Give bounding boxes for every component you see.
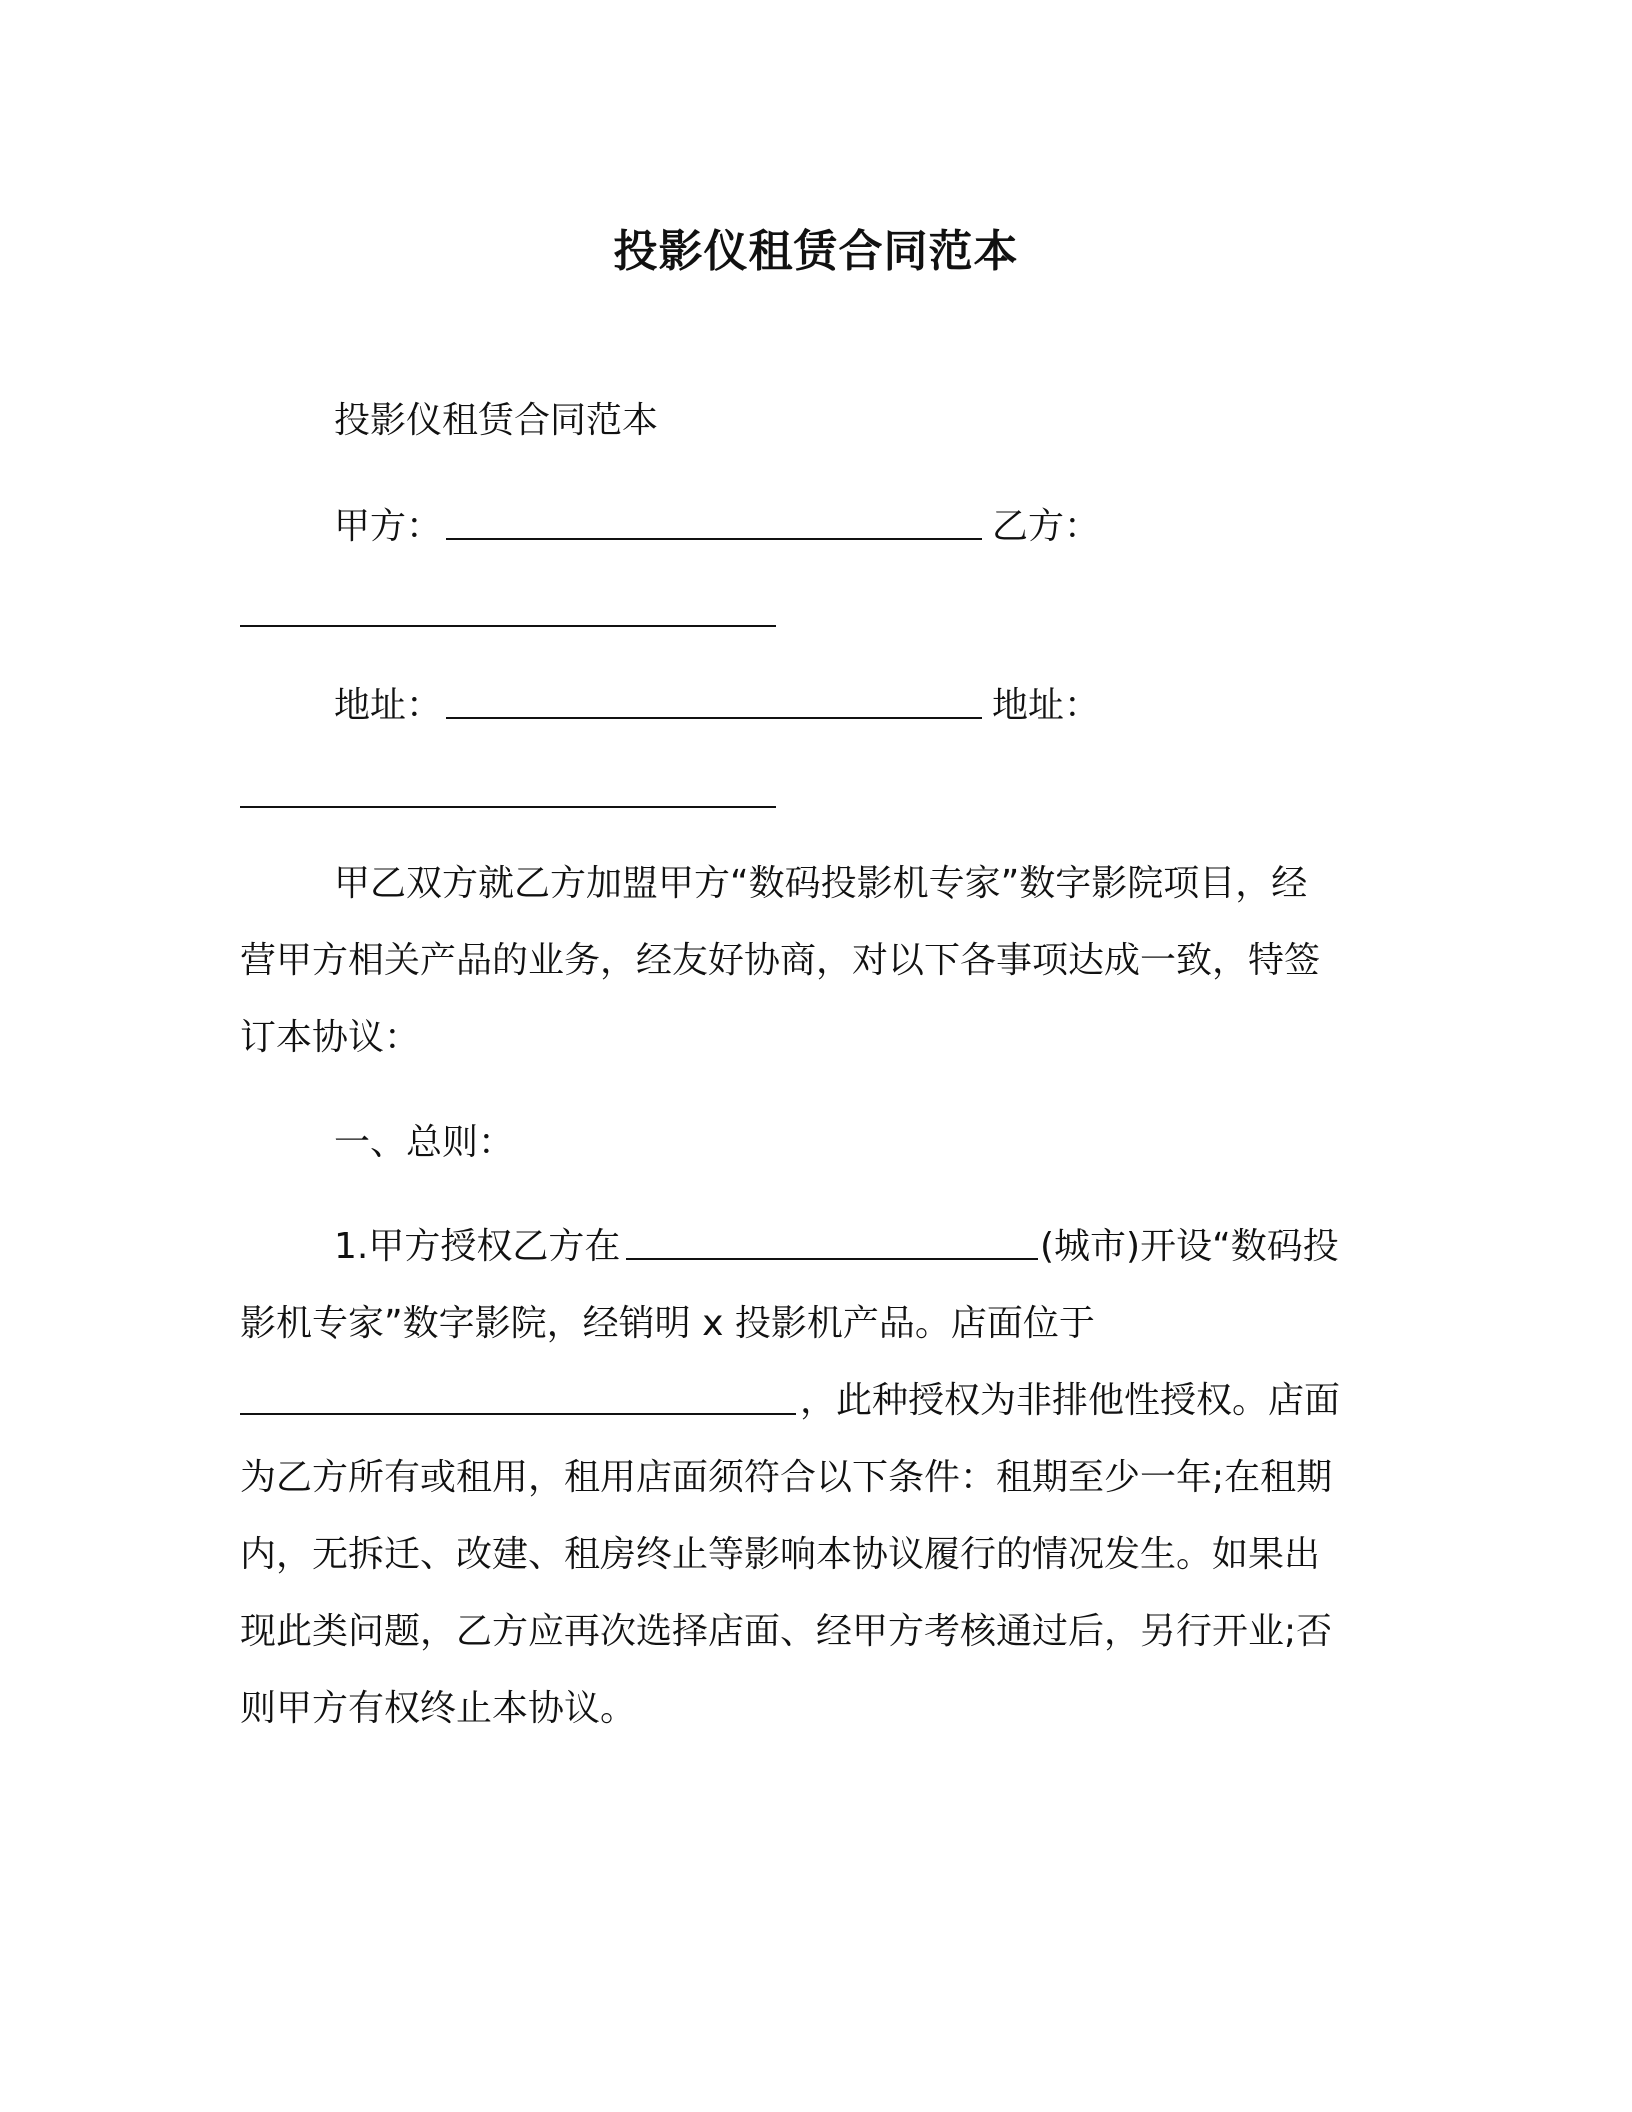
clause-1-line-1-prefix: 1.甲方授权乙方在 xyxy=(334,1226,621,1267)
party-b-label: 乙方： xyxy=(992,506,1101,547)
document-title: 投影仪租赁合同范本 xyxy=(613,226,1019,277)
preamble-line-2: 营甲方相关产品的业务，经友好协商，对以下各事项达成一致，特签 xyxy=(240,940,1321,981)
preamble-line-1: 甲乙双方就乙方加盟甲方“数码投影机专家”数字影院项目，经 xyxy=(334,863,1308,904)
clause-1-line-4: 为乙方所有或租用，租用店面须符合以下条件：租期至少一年;在租期 xyxy=(240,1457,1333,1498)
clause-1-line-7: 则甲方有权终止本协议。 xyxy=(240,1688,637,1729)
address-b-label: 地址： xyxy=(992,685,1101,726)
section-heading-general: 一、总则： xyxy=(334,1122,515,1163)
address-a-label: 地址： xyxy=(334,685,443,726)
clause-1-line-2: 影机专家”数字影院，经销明 x 投影机产品。店面位于 xyxy=(240,1303,1095,1344)
address-a-blank xyxy=(446,717,982,719)
document-subtitle: 投影仪租赁合同范本 xyxy=(334,400,659,441)
address-b-blank xyxy=(240,806,776,808)
clause-1-line-6: 现此类问题，乙方应再次选择店面、经甲方考核通过后，另行开业;否 xyxy=(240,1611,1333,1652)
party-a-blank xyxy=(446,538,982,540)
city-blank xyxy=(626,1258,1038,1260)
clause-1-line-1-suffix: (城市)开设“数码投 xyxy=(1040,1226,1339,1267)
party-b-blank xyxy=(240,625,776,627)
preamble-line-3: 订本协议： xyxy=(240,1017,421,1058)
party-a-label: 甲方： xyxy=(334,506,443,547)
clause-1-line-3-suffix: ，此种授权为非排他性授权。店面 xyxy=(800,1380,1341,1421)
clause-1-line-5: 内，无拆迁、改建、租房终止等影响本协议履行的情况发生。如果出 xyxy=(240,1534,1321,1575)
store-location-blank xyxy=(240,1413,796,1415)
